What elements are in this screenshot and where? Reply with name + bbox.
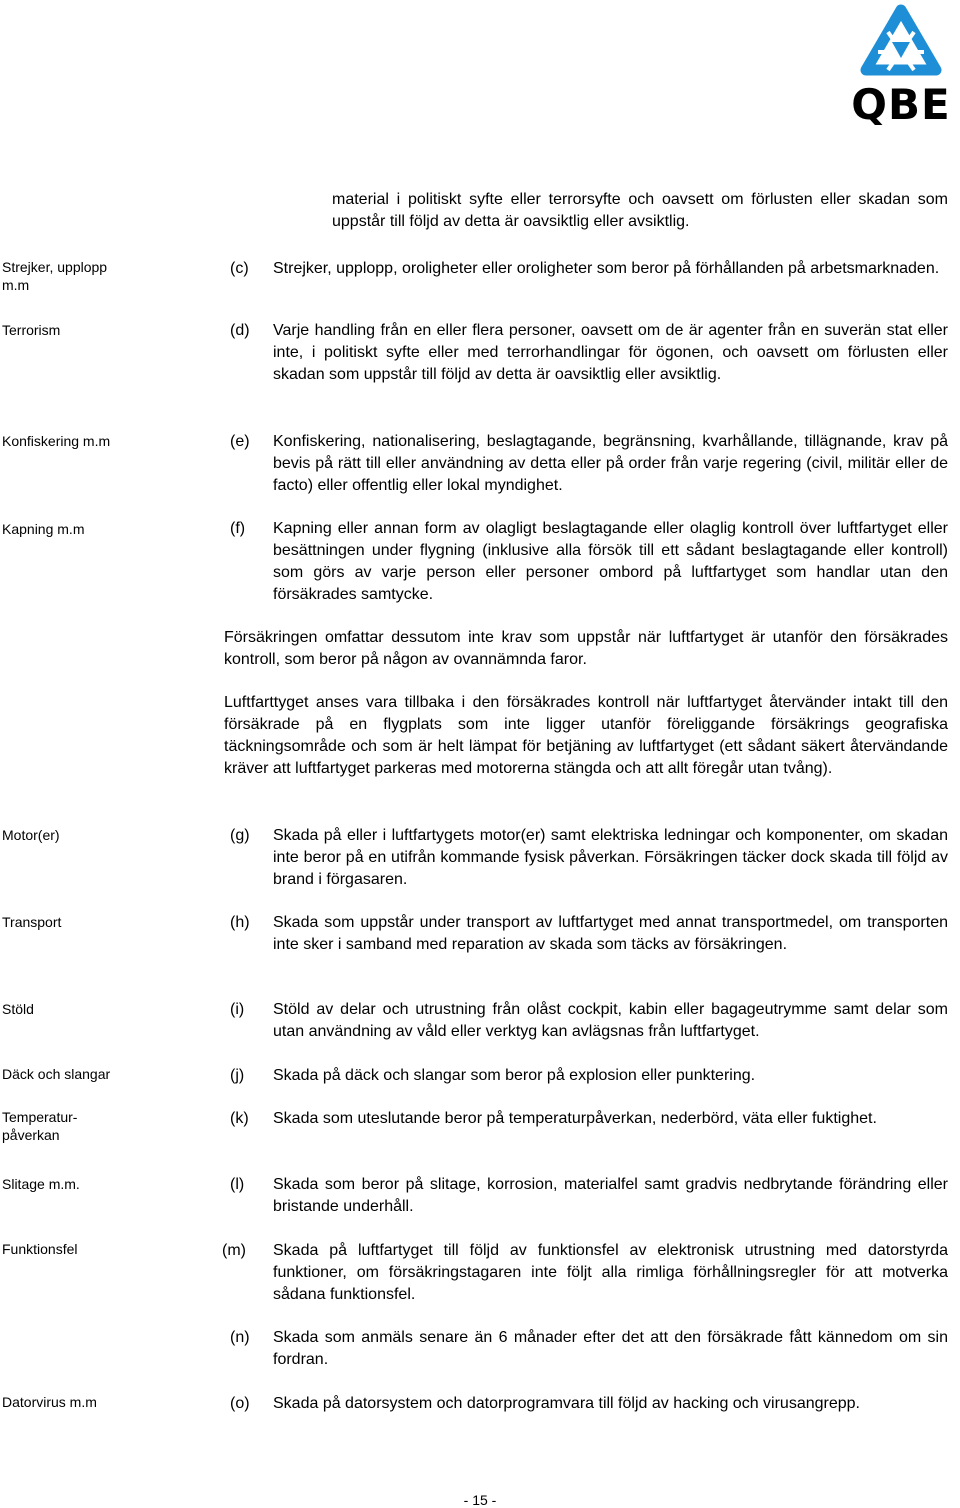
page-number: - 15 - [463, 1492, 497, 1508]
item-text-i: Stöld av delar och utrustning från olåst cockpit, kabin eller bagageutrymme samt delar som utan användning av våld eller verktyg kan avlägsnas från luftfartyget. [273, 1001, 948, 1040]
margin-label-datorvirus: Datorvirus m.m [2, 1394, 97, 1410]
margin-label-transport: Transport [2, 914, 62, 930]
item-letter-j: (j) [230, 1067, 245, 1084]
margin-label-kapning: Kapning m.m [2, 521, 85, 537]
item-text-j: Skada på däck och slangar som beror på explosion eller punktering. [273, 1067, 756, 1084]
item-text-d: Varje handling från en eller flera personer, oavsett om de är agenter från en suverän stat eller inte, i politiskt syfte eller med terrorhandlingar för ögonen, och oavsett om förlusten eller skadan som uppstår till följd av detta är oavsiktlig eller avsiktlig. [273, 322, 948, 383]
item-text-k: Skada som uteslutande beror på temperaturpåverkan, nederbörd, väta eller fuktighet. [273, 1110, 877, 1127]
item-letter-l: (l) [230, 1176, 245, 1193]
item-letter-m: (m) [222, 1242, 246, 1259]
item-text-m: Skada på luftfartyget till följd av funktionsfel av elektronisk utrustning med datorstyrda funktioner, om försäkringstagaren inte följt alla rimliga förhållningsregler för att motverka sådana funktionsfel. [273, 1242, 948, 1303]
qbe-logo [848, 2, 954, 130]
item-text-n: Skada som anmäls senare än 6 månader efter det att den försäkrade fått kännedom om sin fordran. [273, 1329, 948, 1368]
item-letter-i: (i) [230, 1001, 245, 1018]
margin-label-funktionsfel: Funktionsfel [2, 1241, 78, 1257]
margin-label-slitage: Slitage m.m. [2, 1176, 80, 1192]
item-text-c: Strejker, upplopp, oroligheter eller oroligheter som beror på förhållanden på arbetsmarknaden. [273, 260, 940, 277]
intro-paragraph: material i politiskt syfte eller terrorsyfte och oavsett om förlusten eller skadan som uppstår till följd av detta är oavsiktlig eller avsiktlig. [332, 191, 948, 230]
logo-wordmark: QBE [851, 80, 951, 129]
item-letter-c: (c) [230, 260, 249, 277]
margin-label-dack: Däck och slangar [2, 1066, 111, 1082]
item-text-f: Kapning eller annan form av olagligt beslagtagande eller olaglig kontroll över luftfartyget eller besättningen under flygning (inklusive alla försök till ett sådant beslagtagande eller kontroll) som görs av varje person eller personer ombord på luftfartyget som handlar utan den försäkrades samtycke. [273, 520, 948, 603]
margin-label-temperatur: Temperatur-påverkan [2, 1109, 78, 1143]
margin-label-stold: Stöld [2, 1001, 34, 1017]
margin-label-motorer: Motor(er) [2, 827, 60, 843]
item-text-h: Skada som uppstår under transport av luftfartyget med annat transportmedel, om transporten inte sker i samband med reparation av skada som täcks av försäkringen. [273, 914, 948, 953]
item-letter-d: (d) [230, 322, 250, 339]
item-text-o: Skada på datorsystem och datorprogramvara till följd av hacking och virusangrepp. [273, 1395, 860, 1412]
item-letter-n: (n) [230, 1329, 250, 1346]
item-letter-g: (g) [230, 827, 250, 844]
note-paragraph-2: Luftfarttyget anses vara tillbaka i den försäkrades kontroll när luftfartyget återvänder intakt till den försäkrade på en flygplats som inte ligger utanför föreliggande försäkrings geografiska täckningsområde och som är helt lämpat för betjäning av luftfartyget (ett sådant säkert återvändande kräver att luftfartyget parkeras med motorerna stängda och att allt föregår utan tvång). [224, 694, 948, 777]
item-letter-k: (k) [230, 1110, 249, 1127]
item-letter-f: (f) [230, 520, 246, 537]
item-letter-o: (o) [230, 1395, 250, 1412]
item-letter-e: (e) [230, 433, 250, 450]
item-text-g: Skada på eller i luftfartygets motor(er) samt elektriska ledningar och komponenter, om skadan inte beror på en utifrån kommande fysisk påverkan. Försäkringen täcker dock skada till följd av brand i förgasaren. [273, 827, 948, 888]
qbe-triangle-icon [848, 2, 954, 82]
margin-label-terrorism: Terrorism [2, 322, 61, 338]
item-text-l: Skada som beror på slitage, korrosion, materialfel samt gradvis nedbrytande förändring eller bristande underhåll. [273, 1176, 948, 1215]
note-paragraph-1: Försäkringen omfattar dessutom inte krav som uppstår när luftfartyget är utanför den försäkrades kontroll, som beror på någon av ovannämnda faror. [224, 629, 948, 668]
margin-label-konfiskering: Konfiskering m.m [2, 433, 111, 449]
item-letter-h: (h) [230, 914, 250, 931]
margin-label-strejker: Strejker, upplopp m.m [2, 259, 108, 293]
item-text-e: Konfiskering, nationalisering, beslagtagande, begränsning, kvarhållande, tillägnande, krav på bevis på rätt till eller användning av detta eller på order från varje regering (civil, militär eller de facto) eller offentlig eller lokal myndighet. [273, 433, 948, 494]
